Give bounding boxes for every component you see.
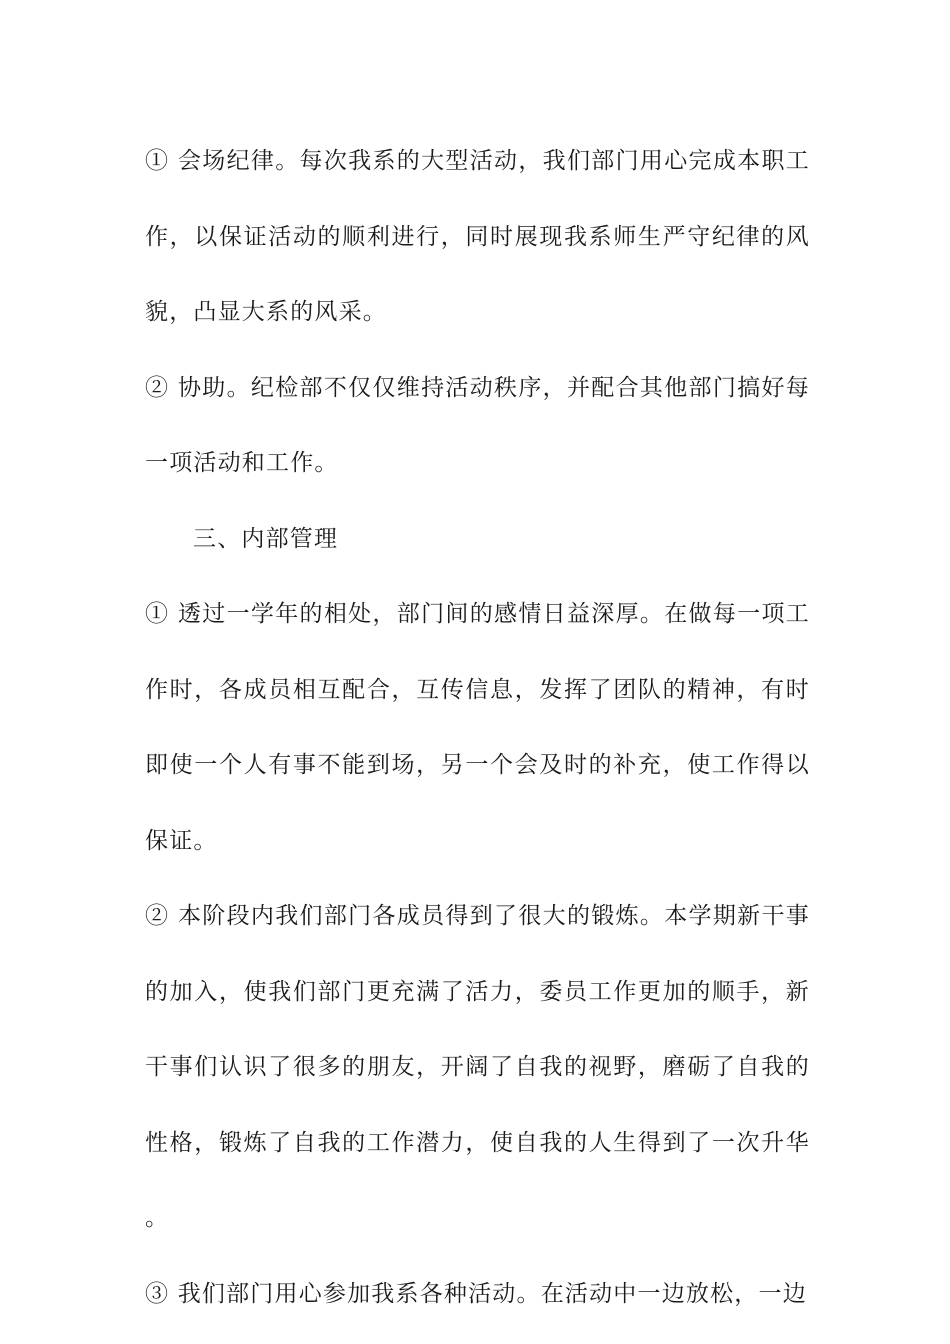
paragraph-team-relations: ① 透过一学年的相处，部门间的感情日益深厚。在做每一项工作时，各成员相互配合，互传信息，发挥了团队的精神，有时即使一个人有事不能到场，另一个会及时的补充，使工作得以保证。	[145, 601, 810, 854]
paragraph-meeting-discipline: ① 会场纪律。每次我系的大型活动，我们部门用心完成本职工作，以保证活动的顺利进行，同时展现我系师生严守纪律的风貌，凸显大系的风采。	[145, 148, 810, 325]
section-heading-internal-management: 三、内部管理	[193, 525, 339, 552]
paragraph-member-growth: ② 本阶段内我们部门各成员得到了很大的锻炼。本学期新干事的加入，使我们部门更充满了活力，委员工作更加的顺手，新干事们认识了很多的朋友，开阔了自我的视野，磨砺了自我的性格，锻炼了自我的工作潜力，使自我的人生得到了一次升华。	[145, 903, 810, 1231]
paragraph-assistance: ② 协助。纪检部不仅仅维持活动秩序，并配合其他部门搞好每一项活动和工作。	[145, 374, 810, 476]
paragraph-activity-participation: ③ 我们部门用心参加我系各种活动。在活动中一边放松，一边	[145, 1280, 807, 1307]
document-body	[145, 124, 810, 1332]
